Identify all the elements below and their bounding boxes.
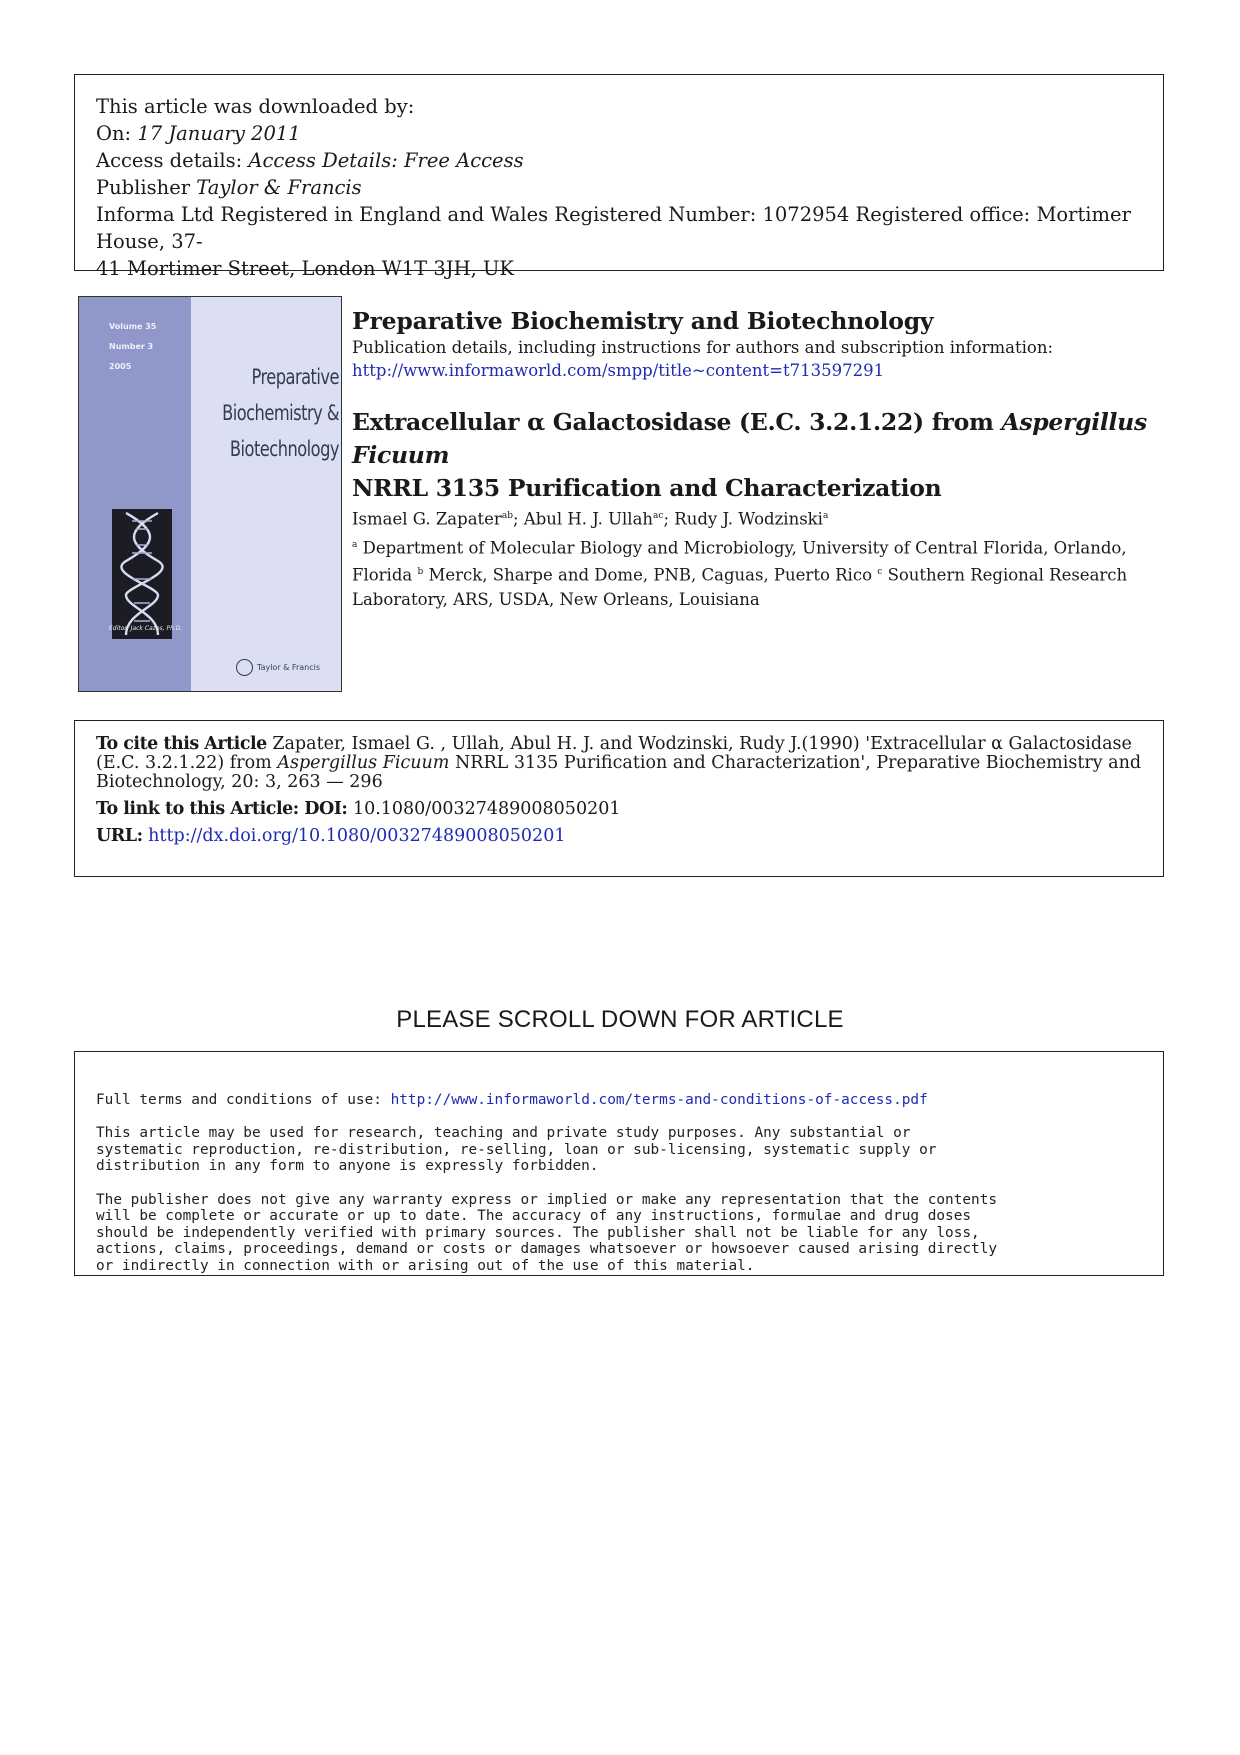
doi-url-link[interactable]: http://dx.doi.org/10.1080/00327489008050201 [148,826,566,846]
affil-sup: c [877,567,883,577]
article-title-species: Aspergillus Ficuum [352,408,1147,469]
terms-line: will be complete or accurate or up to date. The accuracy of any instructions, formulae and drug doses [96,1208,972,1224]
publisher-logo-text: Taylor & Francis [257,663,320,672]
article-title-part2: NRRL 3135 Purification and Characterization [352,474,942,502]
citation-box [74,720,1164,877]
authors: Ismael G. Zapater$^{ab}$; Abul H. J. Ullah$^{ac}$; Rudy J. Wodzinski$^a$ [352,509,829,529]
terms-link[interactable]: http://www.informaworld.com/terms-and-conditions-of-access.pdf [390,1091,928,1108]
doi-value: 10.1080/00327489008050201 [352,799,621,819]
affiliation: Department of Molecular Biology and Microbiology, University of Central Florida, Orlando, Florida [352,538,1127,585]
cover-title-line: Biochemistry & [222,401,339,425]
terms-line: The publisher does not give any warranty express or implied or make any representation that the contents [96,1191,998,1208]
article-info [352,305,1167,612]
cover-year: 2005 [109,362,132,371]
publisher-label: Publisher [96,176,191,199]
cover-number: Number 3 [109,342,154,351]
doi-row [96,800,1142,819]
cover-volume: Volume 35 [109,322,157,331]
publisher-logo [236,659,320,676]
access-details-value: Access Details: Free Access [248,149,524,172]
terms-paragraph-usage [96,1125,1143,1175]
cover-issue-info [109,317,156,377]
cite-text: NRRL 3135 Purification and Characterization', Preparative Biochemistry and Biotechnology, 20: 3, 263 — 296 [96,753,1142,792]
terms-line: actions, claims, proceedings, demand or costs or damages whatsoever or howsoever caused arising directly [96,1241,998,1257]
url-label: URL: [96,826,143,846]
terms-line: or indirectly in connection with or arising out of the use of this material. [96,1257,755,1274]
cite-label: To cite this Article [96,734,267,754]
cover-title-line: Biotechnology [229,437,339,461]
informa-registration-line1: Informa Ltd Registered in England and Wales Registered Number: 1072954 Registered office: Mortimer House, 37- [96,203,1131,253]
cover-title-line: Preparative [251,365,339,389]
terms-label: Full terms and conditions of use: [96,1091,382,1108]
journal-cover-image [78,296,342,692]
affiliation: Southern Regional Research Laboratory, ARS, USDA, New Orleans, Louisiana [352,565,1128,609]
author-affil-sup: a [822,511,829,521]
download-date-row [96,120,1143,147]
cite-paragraph [96,735,1142,792]
download-date-label: On: [96,122,132,145]
cite-species: Aspergillus Ficuum [277,753,450,773]
cite-text: Zapater, Ismael G. , Ullah, Abul H. J. and Wodzinski, Rudy J.(1990) 'Extracellular α Galactosidase (E.C. 3.2.1.22) from [96,734,1132,773]
terms-line: systematic reproduction, re-distribution, re-selling, loan or sub-licensing, systematic supply or [96,1141,937,1158]
article-title [352,406,1167,505]
download-line: This article was downloaded by: [96,95,415,118]
author-affil-sup: ab [501,511,513,521]
terms-line: distribution in any form to anyone is expressly forbidden. [96,1158,599,1174]
affiliations [352,533,1167,612]
journal-link[interactable]: http://www.informaworld.com/smpp/title~content=t713597291 [352,361,885,380]
cover-title [215,359,339,467]
terms-paragraph-warranty [96,1192,1143,1275]
download-date: 17 January 2011 [137,122,301,145]
publisher-logo-icon [236,659,253,676]
scroll-down-notice: PLEASE SCROLL DOWN FOR ARTICLE [396,1006,844,1033]
author-name: Abul H. J. Ullah [523,509,654,529]
journal-link-row [352,359,1167,383]
terms-box [74,1051,1164,1276]
url-row [96,827,1142,846]
doi-label: To link to this Article: DOI: [96,799,348,819]
download-info-box [74,74,1164,280]
affiliation: Merck, Sharpe and Dome, PNB, Caguas, Puerto Rico [428,565,873,585]
author-affil-sup: ac [653,511,664,521]
cover-editor: Editor: Jack Cazes, Ph.D. [109,625,183,632]
publication-details: Publication details, including instructions for authors and subscription information: [352,338,1054,357]
access-details-row [96,147,1143,174]
author-name: Rudy J. Wodzinski [674,509,823,529]
dna-helix-icon [112,509,172,639]
terms-line: This article may be used for research, teaching and private study purposes. Any substantial or [96,1125,911,1141]
publisher-row [96,174,1143,201]
journal-title: Preparative Biochemistry and Biotechnology [352,307,934,335]
informa-registration-line2: 41 Mortimer Street, London W1T 3JH, UK [96,257,515,280]
article-title-part1: Extracellular α Galactosidase (E.C. 3.2.1.22) from [352,408,994,436]
author-name: Ismael G. Zapater [352,509,502,529]
affil-sup: b [417,567,424,577]
publisher-value: Taylor & Francis [196,176,362,199]
affil-sup: a [352,539,358,550]
terms-link-row [96,1092,1143,1109]
access-details-label: Access details: [96,149,243,172]
terms-line: should be independently verified with primary sources. The publisher shall not be liable for any loss, [96,1224,980,1241]
